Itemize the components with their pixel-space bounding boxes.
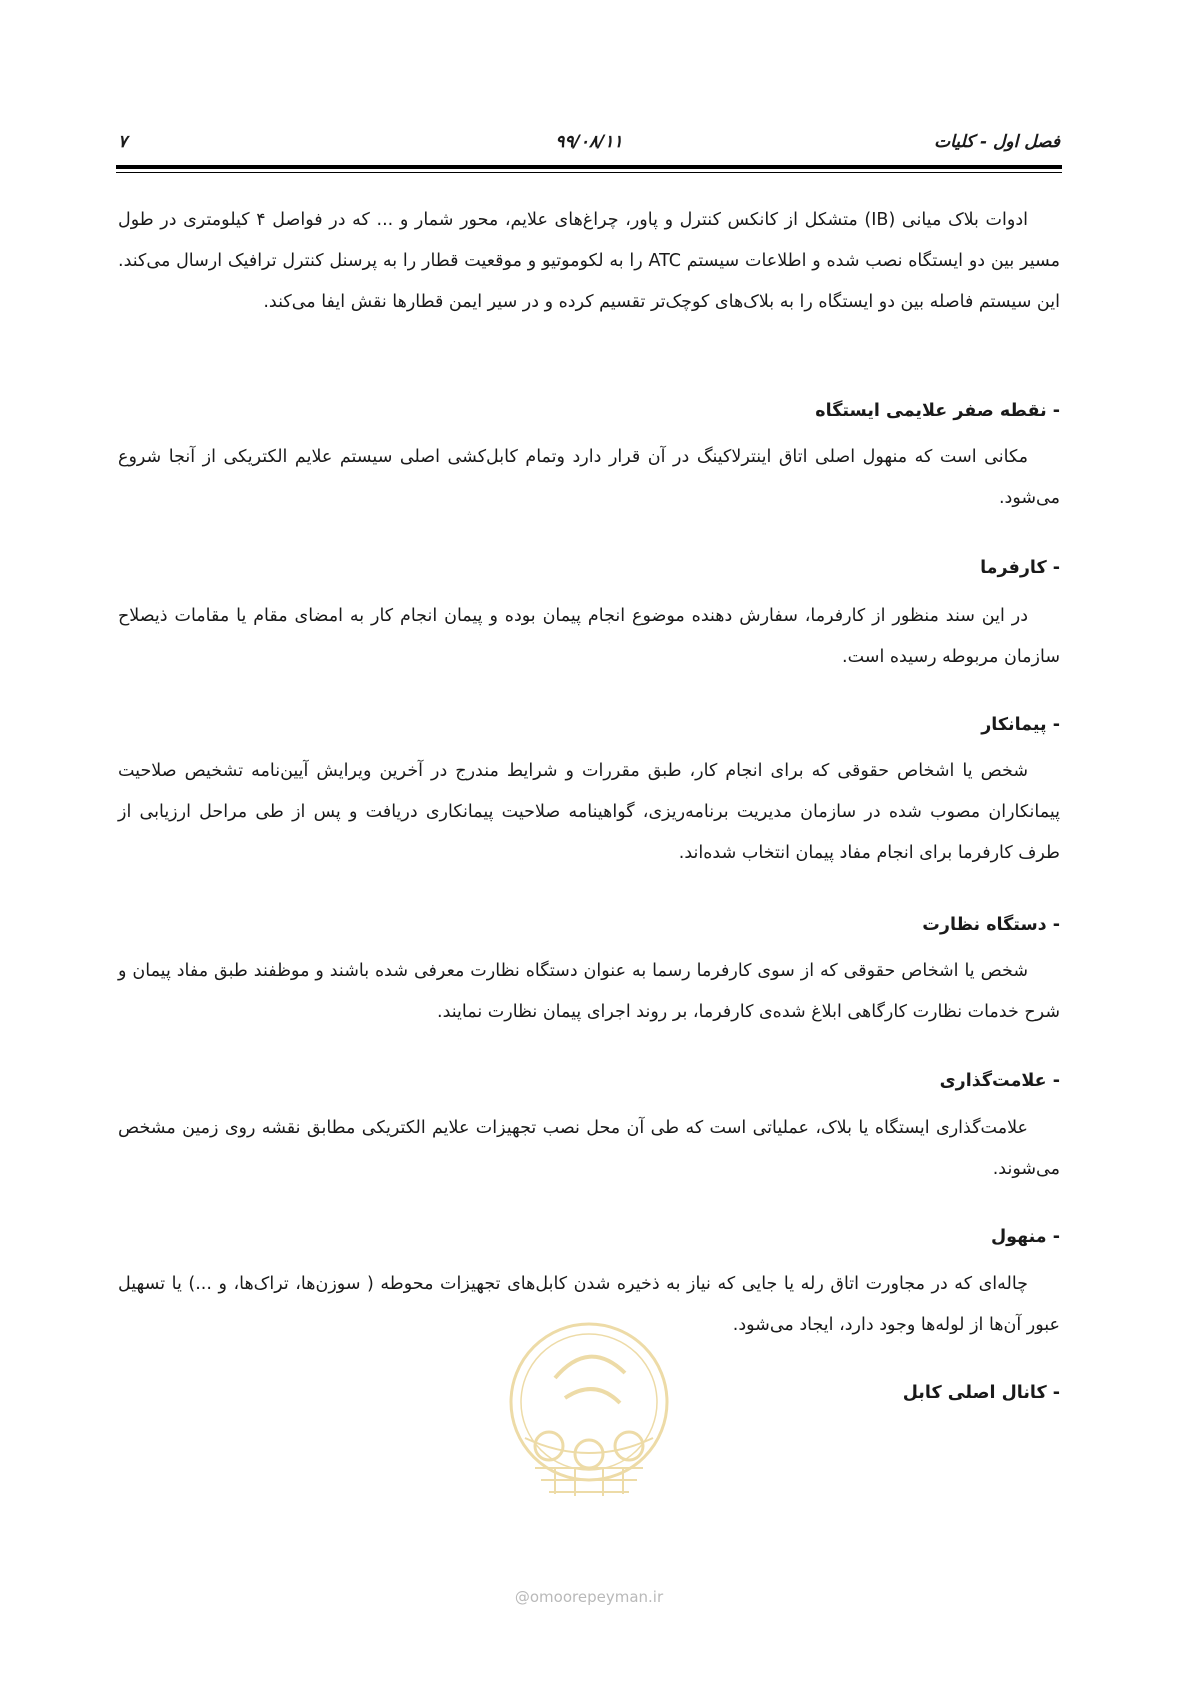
section-employer-body <box>118 596 1060 678</box>
heading-employer: - کارفرما <box>980 558 1060 578</box>
section-station-zero-point <box>118 396 1060 426</box>
header-rule-thin <box>116 172 1062 173</box>
paragraph-manhole: چاله‌ای که در مجاورت اتاق رله یا جایی که نیاز به ذخیره شدن کابل‌های تجهیزات محوطه ( سوزن‌ها، تراک‌ها، و ...) یا تسهیل عبور آن‌ها از لوله‌ها وجود دارد، ایجاد می‌شود. <box>118 1274 1060 1335</box>
section-station-zero-point-body <box>118 437 1060 519</box>
section-employer <box>118 553 1060 583</box>
page-header <box>118 132 1060 162</box>
heading-main-cable-channel: - کانال اصلی کابل <box>902 1383 1060 1403</box>
section-contractor <box>118 710 1060 740</box>
watermark-url: @omoorepeyman.ir <box>514 1588 664 1606</box>
section-supervision <box>118 910 1060 940</box>
paragraph-employer: در این سند منظور از کارفرما، سفارش دهنده موضوع انجام پیمان بوده و پیمان انجام کار به امضای مقام یا مقامات ذیصلاح سازمان مربوطه رسیده است. <box>118 606 1060 667</box>
section-contractor-body <box>118 751 1060 874</box>
section-supervision-body <box>118 951 1060 1033</box>
paragraph-ib-equipment: ادوات بلاک میانی (IB) متشکل از کانکس کنترل و پاور، چراغ‌های علایم، محور شمار و ... که در فواصل ۴ کیلومتری در طول مسیر بین دو ایستگاه نصب شده و اطلاعات سیستم ATC را به لکوموتیو و موقعیت قطار را به پرسنل کنترل ترافیک ارسال می‌کند. این سیستم فاصله بین دو ایستگاه را به بلاک‌های کوچک‌تر تقسیم کرده و در سیر ایمن قطارها نقش ایفا می‌کند. <box>118 210 1060 312</box>
heading-contractor: - پیمانکار <box>981 715 1060 735</box>
section-marking-body <box>118 1108 1060 1190</box>
chapter-title: فصل اول - کلیات <box>934 132 1060 152</box>
heading-manhole: - منهول <box>990 1227 1060 1247</box>
section-manhole <box>118 1222 1060 1252</box>
paragraph-marking: علامت‌گذاری ایستگاه یا بلاک، عملیاتی است که طی آن محل نصب تجهیزات علایم الکتریکی مطابق نقشه روی زمین مشخص می‌شوند. <box>118 1118 1060 1179</box>
heading-supervision: - دستگاه نظارت <box>922 915 1060 935</box>
heading-marking: - علامت‌گذاری <box>939 1071 1060 1091</box>
header-date: ۹۹/۰۸/۱۱ <box>555 132 623 152</box>
section-intro <box>118 200 1060 323</box>
paragraph-supervision: شخص یا اشخاص حقوقی که از سوی کارفرما رسما به عنوان دستگاه نظارت معرفی شده باشند و موظفند طبق مفاد پیمان و شرح خدمات نظارت کارگاهی ابلاغ شده‌ی کارفرما، بر روند اجرای پیمان نظارت نمایند. <box>118 961 1060 1022</box>
heading-station-zero-point: - نقطه صفر علایمی ایستگاه <box>815 401 1060 421</box>
header-rule-thick <box>116 165 1062 169</box>
paragraph-station-zero-point: مکانی است که منهول اصلی اتاق اینترلاکینگ در آن قرار دارد وتمام کابل‌کشی اصلی سیستم علایم الکتریکی از آنجا شروع می‌شود. <box>118 447 1060 508</box>
section-marking <box>118 1066 1060 1096</box>
paragraph-contractor: شخص یا اشخاص حقوقی که برای انجام کار، طبق مقررات و شرایط مندرج در آخرین ویرایش آیین‌نامه تشخیص صلاحیت پیمانکاران مصوب شده در سازمان مدیریت برنامه‌ریزی، گواهینامه صلاحیت پیمانکاری دریافت و پس از طی مراحل ارزیابی از طرف کارفرما برای انجام مفاد پیمان انتخاب شده‌اند. <box>118 761 1060 863</box>
page-number: ۷ <box>118 132 128 152</box>
watermark-logo <box>505 1318 673 1503</box>
